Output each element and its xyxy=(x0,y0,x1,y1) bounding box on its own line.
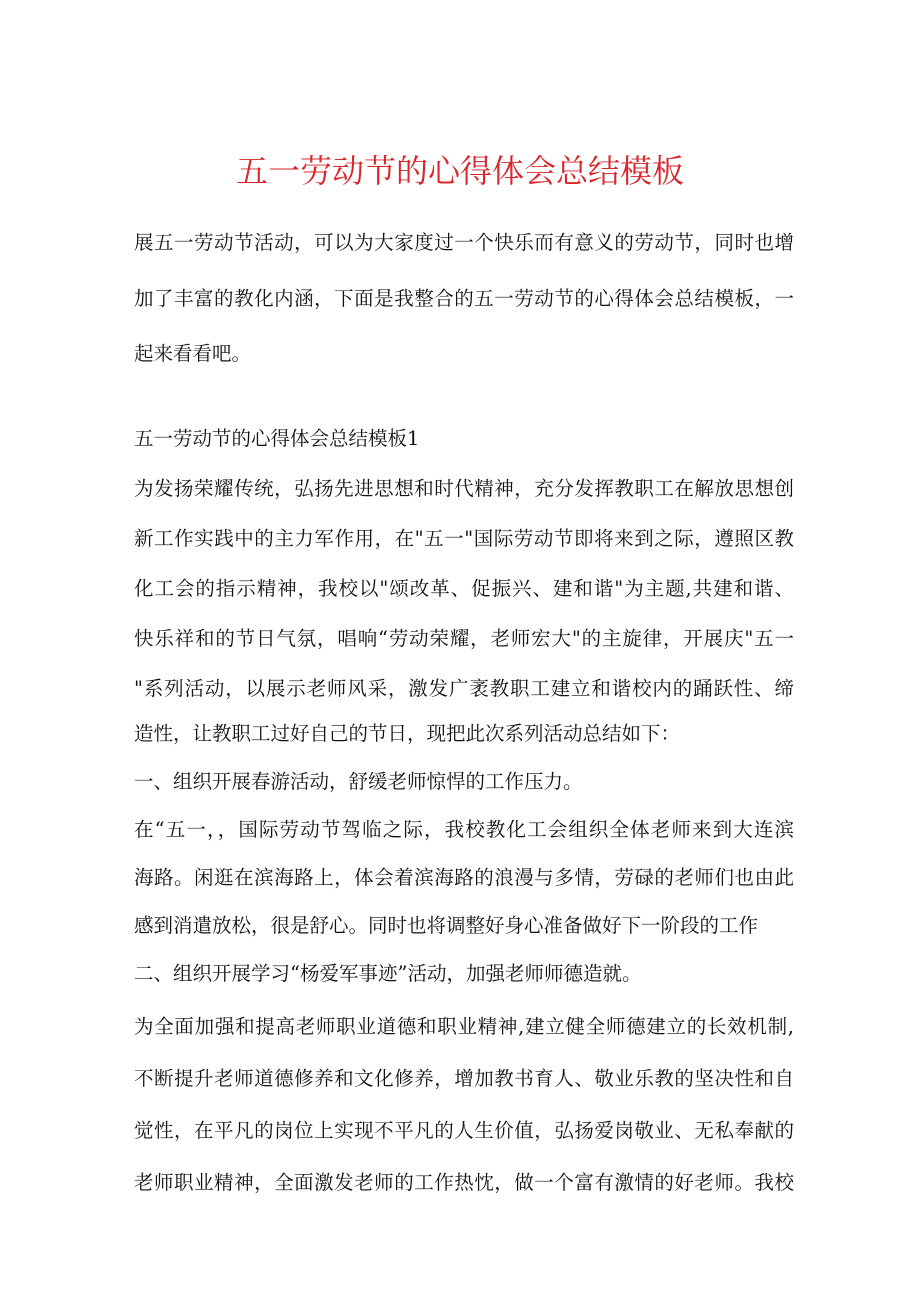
body-line: 感到消遣放松，很是舒心。同时也将调整好身心准备做好下一阶段的工作 xyxy=(134,914,759,937)
body-line: 老师职业精神，全面激发老师的工作热忱，做一个富有激情的好老师。我校 xyxy=(134,1171,794,1194)
body-line: 快乐祥和的节日气氛，唱响“劳动荣耀，老师宏大"的主旋律，开展庆"五一 xyxy=(134,627,794,650)
body-line: 化工会的指示精神，我校以"颂改革、促振兴、建和谐"为主题,共建和谐、 xyxy=(134,577,794,600)
body-line: 新工作实践中的主力军作用，在"五一"国际劳动节即将来到之际，遵照区教 xyxy=(134,527,794,550)
body-line: 为全面加强和提高老师职业道德和职业精神,建立健全师德建立的长效机制, xyxy=(134,1015,794,1038)
body-line: 不断提升老师道德修养和文化修养，增加教书育人、敬业乐教的坚决性和自 xyxy=(134,1067,794,1090)
subsection-heading: 一、组织开展春游活动，舒缓老师惊悍的工作压力。 xyxy=(134,770,583,793)
body-line: 海路。闲逛在滨海路上，体会着滨海路的浪漫与多情，劳碌的老师们也由此 xyxy=(134,866,794,889)
body-line: 为发扬荣耀传统，弘扬先进思想和时代精神，充分发挥教职工在解放思想创 xyxy=(134,477,794,500)
document-title: 五一劳动节的心得体会总结模板 xyxy=(235,152,684,190)
body-line: 展五一劳动节活动，可以为大家度过一个快乐而有意义的劳动节，同时也增 xyxy=(134,231,794,254)
subsection-heading: 二、组织开展学习“杨爱军事迹”活动，加强老师师德造就。 xyxy=(134,962,642,985)
body-line: 起来看看吧。 xyxy=(134,342,252,365)
body-line: 加了丰富的教化内涵，下面是我整合的五一劳动节的心得体会总结模板，一 xyxy=(134,287,794,310)
body-line: 觉性，在平凡的岗位上实现不平凡的人生价值，弘扬爱岗敬业、无私奉献的 xyxy=(134,1119,794,1142)
body-line: 在“五一，，国际劳动节驾临之际，我校教化工会组织全体老师来到大连滨 xyxy=(134,818,794,841)
body-line: "系列活动，以展示老师风采，激发广袤教职工建立和谐校内的踊跃性、缔 xyxy=(134,677,794,700)
section-heading: 五一劳动节的心得体会总结模板1 xyxy=(134,427,420,450)
body-line: 造性，让教职工过好自己的节日，现把此次系列活动总结如下： xyxy=(134,722,681,745)
